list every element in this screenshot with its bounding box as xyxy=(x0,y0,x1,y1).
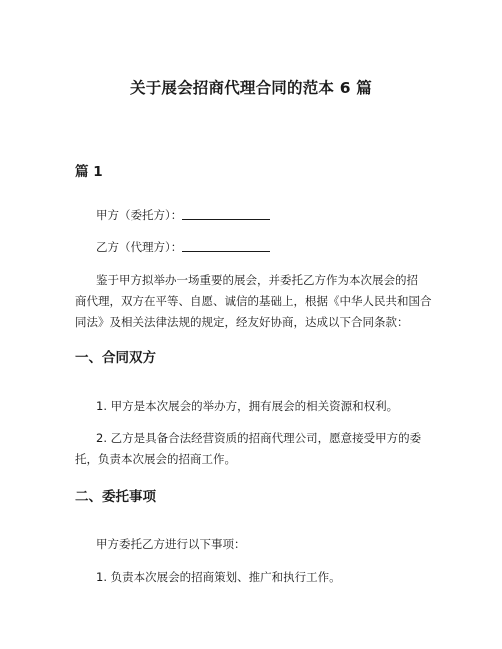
party-a-blank xyxy=(182,207,270,220)
party-b-line xyxy=(96,236,456,258)
party-a-label: 甲方（委托方）： xyxy=(96,208,183,222)
section-2-intro: 甲方委托乙方进行以下事项： xyxy=(96,537,246,551)
party-b-blank xyxy=(182,239,270,252)
section-1-item-2-line-2: 托，负责本次展会的招商工作。 xyxy=(75,452,236,466)
chapter-heading: 篇 1 xyxy=(75,164,103,180)
document-title: 关于展会招商代理合同的范本 6 篇 xyxy=(130,79,372,97)
section-1-item-2-line-1: 2. 乙方是具备合法经营资质的招商代理公司，愿意接受甲方的委 xyxy=(96,431,422,445)
party-b-label: 乙方（代理方）： xyxy=(96,240,183,254)
section-1-item-1: 1. 甲方是本次展会的举办方，拥有展会的相关资源和权利。 xyxy=(96,399,399,413)
party-a-line xyxy=(96,204,456,226)
section-2-heading: 二、委托事项 xyxy=(75,489,156,505)
intro-line-3: 同法》及相关法律法规的规定，经友好协商，达成以下合同条款： xyxy=(75,315,409,329)
intro-line-1: 鉴于甲方拟举办一场重要的展会，并委托乙方作为本次展会的招 xyxy=(96,273,418,287)
section-2-item-1: 1. 负责本次展会的招商策划、推广和执行工作。 xyxy=(96,570,341,584)
intro-line-2: 商代理，双方在平等、自愿、诚信的基础上，根据《中华人民共和国合 xyxy=(75,294,432,308)
section-1-heading: 一、合同双方 xyxy=(75,350,156,366)
